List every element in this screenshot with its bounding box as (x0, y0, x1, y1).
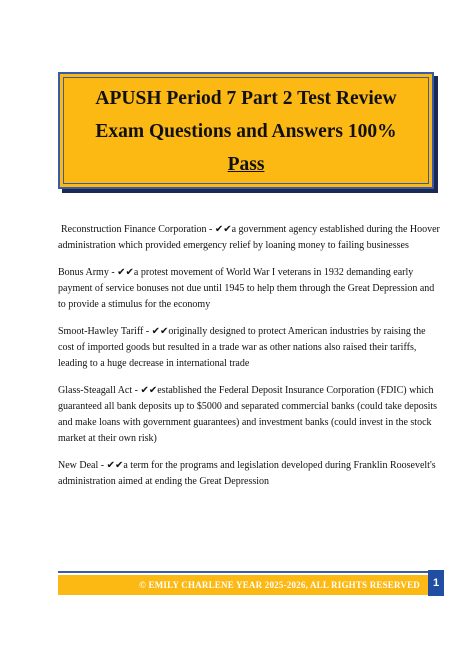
title-line-2: Exam Questions and Answers 100% (95, 121, 397, 142)
qa-entry: Reconstruction Finance Corporation - ✔✔a government agency established during the Hoover administration which provided emergency relief by loaning money to failing businesses (58, 224, 440, 251)
title-line-3: Pass (227, 154, 265, 175)
qa-entry: Smoot-Hawley Tariff - ✔✔originally designed to protect American industries by raising the cost of imported goods but resulted in a trade war as other nations also raised their tariffs, leading to a huge decrease in international trade (58, 326, 426, 369)
footer-divider (58, 571, 428, 573)
document-title (66, 82, 426, 181)
qa-entry: Glass-Steagall Act - ✔✔established the Federal Deposit Insurance Corporation (FDIC) which guaranteed all bank deposits up to $5000 and separated commercial banks (could take deposits and make loans with government guarantees) and investment banks (could invest in the stock market at their own risk) (58, 385, 438, 444)
title-line-1: APUSH Period 7 Part 2 Test Review (95, 88, 397, 109)
qa-entries (58, 222, 441, 501)
qa-entry: New Deal - ✔✔a term for the programs and legislation developed during Franklin Roosevelt's administration aimed at ending the Great Depression (58, 460, 436, 487)
qa-entry: Bonus Army - ✔✔a protest movement of World War I veterans in 1932 demanding early payment of service bonuses not due until 1945 to help them through the Great Depression and to provide a stimulus for the economy (58, 267, 435, 310)
page-number: 1 (428, 570, 444, 596)
footer-copyright: © EMILY CHARLENE YEAR 2025-2026, ALL RIGHTS RESERVED (58, 575, 428, 595)
title-box (58, 72, 434, 189)
